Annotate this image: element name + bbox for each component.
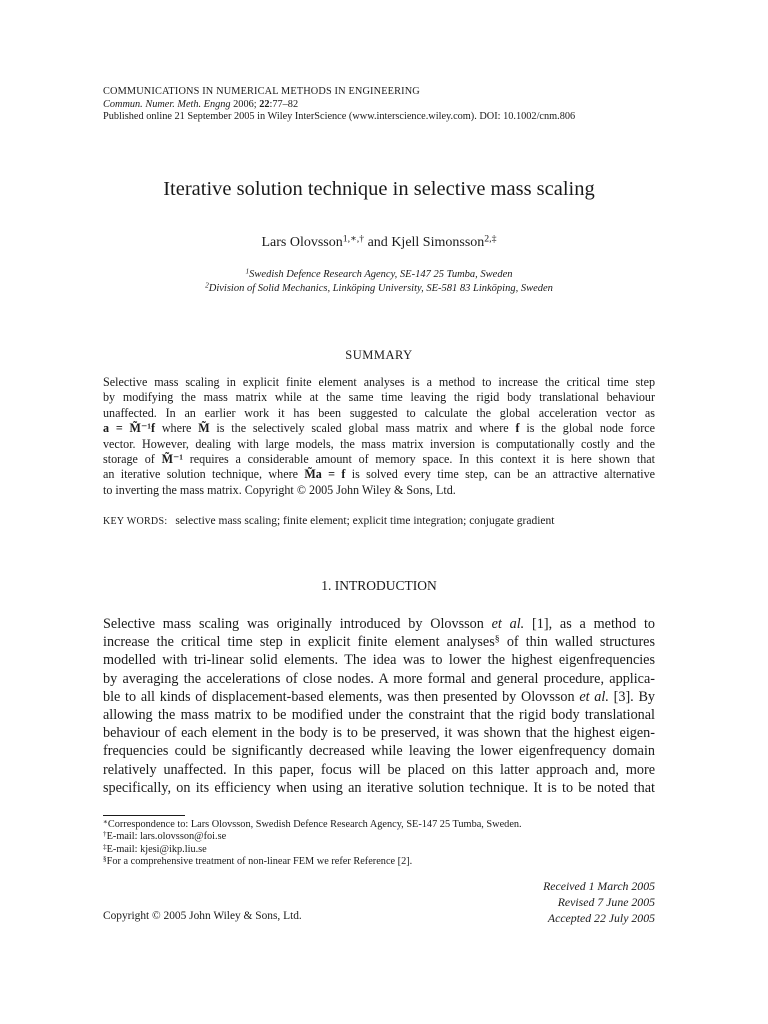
citation-line [103, 99, 655, 112]
affiliation-1-text: Swedish Defence Research Agency, SE-147 25 Tumba, Sweden [249, 269, 513, 280]
body-line: by averaging the accelerations of close nodes. A more formal and general procedure, applica- [103, 670, 655, 687]
body-line [103, 688, 655, 706]
journal-header [103, 86, 655, 124]
body-line: allowing the mass matrix to be modified under the constraint that the rigid body translational [103, 707, 655, 724]
affiliation-1 [103, 268, 655, 282]
body-text: increase the critical time step in explicit finite element analyses [103, 634, 495, 651]
citation-year: 2006; [233, 98, 257, 110]
copyright-notice: Copyright © 2005 John Wiley & Sons, Ltd. [103, 910, 302, 922]
footnote-reference [103, 856, 655, 868]
author-2: Kjell Simonsson [391, 235, 485, 250]
footnotes [103, 819, 655, 869]
body-text: of thin walled structures [506, 634, 656, 651]
footnote-ref: § [494, 633, 500, 645]
keywords [103, 515, 655, 527]
body-line: specifically, on its efficiency when using an iterative solution technique. It is to be noted that [103, 779, 655, 796]
footnote-mark: ‡ [103, 842, 107, 851]
abstract-text: is the selectively scaled global mass matrix and where [216, 421, 509, 436]
equation-a-minv-f: a = M̃⁻¹f [103, 421, 156, 436]
abstract-line: to inverting the mass matrix. Copyright © 2005 John Wiley & Sons, Ltd. [103, 482, 456, 497]
citation-volume: 22 [259, 98, 270, 110]
abstract-line [103, 467, 655, 482]
footnote-mark: § [103, 854, 107, 863]
introduction-body [103, 615, 655, 797]
footnote-text: E-mail: lars.olovsson@foi.se [106, 831, 227, 843]
abstract-line [103, 421, 655, 436]
keywords-text: selective mass scaling; finite element; explicit time integration; conjugate gradient [175, 515, 555, 527]
abstract-text: an iterative solution technique, where [103, 467, 298, 482]
footnote-rule [103, 815, 185, 816]
abstract-line: vector. However, dealing with large models, the mass matrix inversion is computationally costly and the [103, 436, 655, 451]
affiliation-2-text: Division of Solid Mechanics, Linköping University, SE-581 83 Linköping, Sweden [208, 283, 553, 294]
body-text: Selective mass scaling was originally introduced by Olovsson [103, 616, 484, 632]
article-dates [455, 878, 655, 926]
affiliations [103, 268, 655, 296]
author-line [103, 235, 655, 251]
symbol-f: f [515, 421, 520, 436]
footnote-text: E-mail: kjesi@ikp.liu.se [106, 843, 207, 855]
footnote-text: Correspondence to: Lars Olovsson, Swedish Defence Research Agency, SE-147 25 Tumba, Sweden. [107, 819, 522, 830]
symbol-m-tilde: M̃ [198, 421, 210, 436]
keywords-label: KEY WORDS: [103, 516, 168, 527]
abstract-text: storage of [103, 452, 155, 467]
symbol-m-tilde-inverse: M̃⁻¹ [161, 452, 183, 467]
body-text: ble to all kinds of displacement-based elements, was then presented by Olovsson [103, 688, 575, 705]
footnote-mark: † [103, 830, 107, 839]
affiliation-1-mark: 1 [245, 266, 250, 276]
journal-name: COMMUNICATIONS IN NUMERICAL METHODS IN ENGINEERING [103, 86, 420, 97]
body-line [103, 633, 655, 651]
date-revised: Revised 7 June 2005 [557, 895, 655, 909]
footnote-mark: ∗ [103, 817, 108, 826]
author-1-marks: 1,∗,† [342, 233, 365, 245]
date-accepted: Accepted 22 July 2005 [547, 911, 655, 925]
citation-abbr: Commun. Numer. Meth. Engng [103, 98, 231, 110]
footnote-text: For a comprehensive treatment of non-linear FEM we refer Reference [2]. [106, 856, 413, 868]
published-line: Published online 21 September 2005 in Wiley InterScience (www.interscience.wiley.com). DOI: 10.1002/cnm.806 [103, 111, 576, 123]
abstract-line: by modifying the mass matrix while at the same time leaving the rigid body translational behaviour [103, 390, 655, 405]
et-al: et al. [491, 616, 525, 632]
body-text: [1], as a method to [532, 616, 656, 632]
affiliation-2 [103, 282, 655, 296]
paper-title: Iterative solution technique in selective mass scaling [163, 178, 595, 200]
affiliation-2-mark: 2 [205, 280, 209, 290]
body-line [103, 615, 655, 633]
author-1: Lars Olovsson [261, 235, 343, 250]
author-conjunction: and [367, 235, 388, 250]
footnote-email-1 [103, 831, 655, 843]
abstract-line [103, 452, 655, 467]
abstract-text: where [161, 421, 192, 436]
abstract-text: is the global node force [526, 421, 655, 436]
equation-ma-f: M̃a = f [304, 467, 346, 482]
body-line: relatively unaffected. In this paper, focus will be placed on this latter approach and, more [103, 761, 655, 778]
abstract-text: requires a considerable amount of memory space. In this context it is here shown that [189, 452, 656, 467]
section-heading: 1. INTRODUCTION [321, 578, 437, 593]
date-received: Received 1 March 2005 [543, 879, 655, 893]
summary-heading: SUMMARY [345, 348, 413, 362]
author-2-marks: 2,‡ [484, 233, 497, 245]
body-line: behaviour of each element in the body is to be preserved, it was shown that the highest eigen- [103, 725, 655, 742]
body-line: frequencies could be significantly decreased while leaving the lower eigenfrequency domain [103, 743, 655, 760]
footnote-correspondence [103, 819, 655, 831]
citation-pages: :77–82 [269, 98, 299, 110]
et-al: et al. [579, 688, 609, 705]
body-line: modelled with tri-linear solid elements. The idea was to lower the highest eigenfrequencies [103, 652, 655, 669]
abstract-line: unaffected. In an earlier work it has been suggested to calculate the global acceleration vector as [103, 405, 655, 420]
abstract [103, 375, 655, 498]
footnote-email-2 [103, 844, 655, 856]
abstract-line: Selective mass scaling in explicit finite element analyses is a method to increase the critical time step [103, 375, 655, 389]
body-text: [3]. By [613, 688, 656, 705]
abstract-text: is solved every time step, can be an attractive alternative [351, 467, 655, 482]
